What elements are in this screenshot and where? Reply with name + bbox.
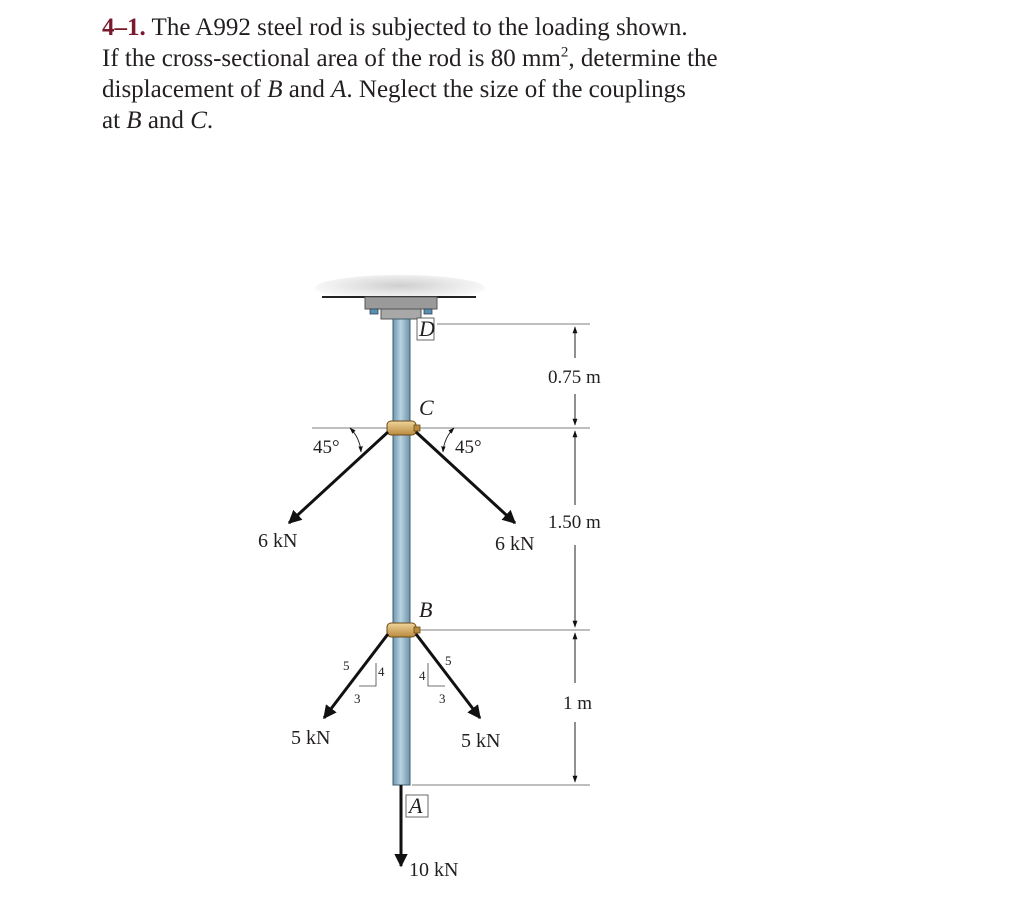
slope-left-vert: 4 [378, 664, 385, 679]
angle-arc-left [350, 428, 361, 452]
problem-line-1: 4–1. The A992 steel rod is subjected to the loading shown. [102, 14, 688, 41]
coupling-c [387, 421, 420, 435]
angle-left: 45° [313, 437, 340, 458]
angle-arc-right [443, 428, 454, 452]
reference-lines [312, 324, 593, 785]
slope-right-vert: 4 [419, 668, 426, 683]
dim-dc: 0.75 m [548, 367, 601, 388]
problem-line-2: If the cross-sectional area of the rod is 80 $mm^2$, determine the [102, 44, 718, 72]
label-d: D [419, 316, 435, 341]
load-lower-left: 5 kN [291, 727, 331, 749]
load-bottom: 10 kN [409, 859, 459, 881]
problem-number: 4–1. [102, 14, 146, 41]
slope-left-horiz: 3 [354, 691, 361, 706]
steel-rod [393, 319, 410, 785]
angle-right: 45° [455, 437, 482, 458]
load-upper-right: 6 kN [495, 533, 535, 555]
force-arrow-lower-right [416, 634, 480, 718]
slope-left-hyp: 5 [343, 658, 350, 673]
load-lower-right: 5 kN [461, 730, 501, 752]
label-c: C [419, 395, 434, 420]
dim-cb: 1.50 m [548, 512, 601, 533]
problem-line-4: at B and C. [102, 107, 214, 134]
dim-ba: 1 m [563, 693, 593, 714]
load-upper-left: 6 kN [258, 530, 298, 552]
problem-line-3: displacement of B and A. Neglect the size of the couplings [102, 76, 686, 103]
label-a: A [409, 793, 423, 818]
slope-right-hyp: 5 [445, 653, 452, 668]
slope-right-horiz: 3 [439, 691, 446, 706]
label-b: B [419, 597, 433, 622]
